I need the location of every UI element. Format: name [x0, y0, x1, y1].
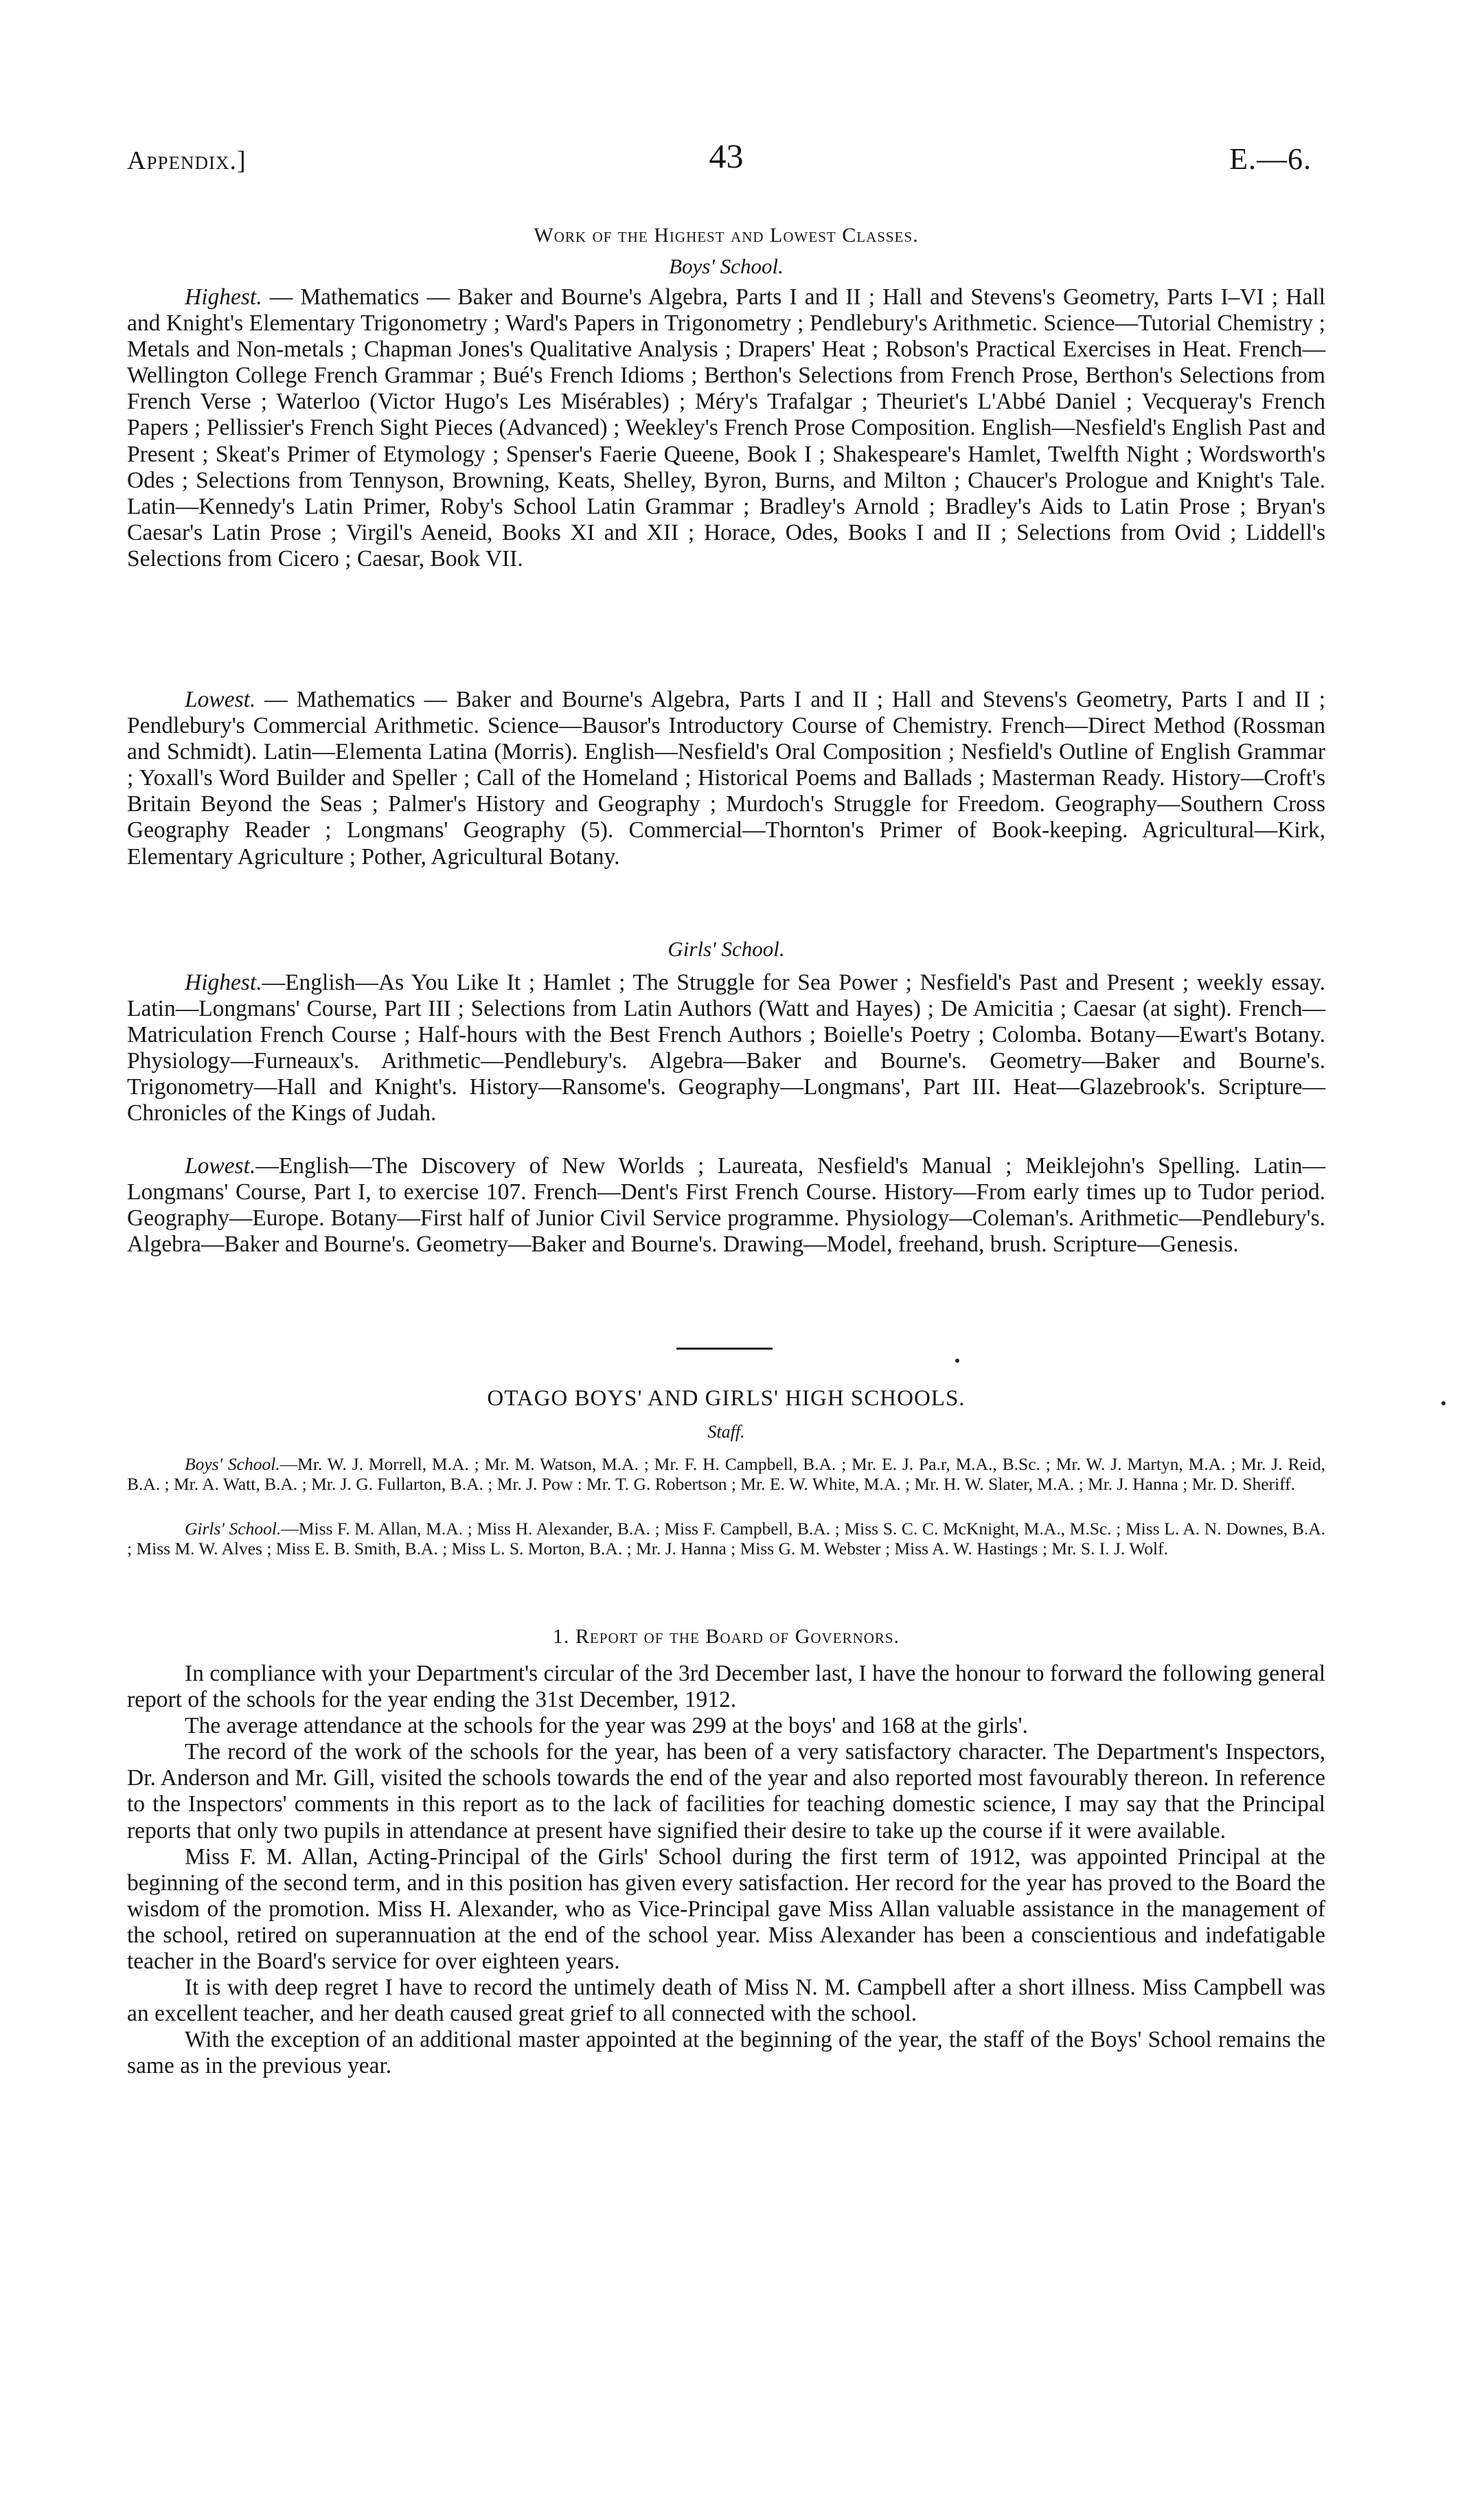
school-title — [127, 1386, 1325, 1411]
boys-school-subtitle — [127, 254, 1325, 279]
paragraph-body: —English—As You Like It ; Hamlet ; The Struggle for Sea Power ; Nesfield's Past and Present ; weekly essay. Latin—Longmans' Course, Part III ; Selections from Latin Authors (Watt and Hayes) ; De Amicitia ; Caesar (at sight). French—Matriculation French Course ; Half-hours with the Best French Authors ; Boielle's Poetry ; Colomba. Botany—Ewart's Botany. Physiology—Furneaux's. Arithmetic—Pendlebury's. Algebra—Baker and Bourne's. Geometry—Baker and Bourne's. Trigonometry—Hall and Knight's. History—Ransome's. Geography—Longmans', Part III. Heat—Glazebrook's. Scripture—Chronicles of the Kings of Judah. — [127, 970, 1325, 1126]
report-paragraph: The average attendance at the schools for the year was 299 at the boys' and 168 at the girls'. — [185, 1713, 1028, 1739]
report-paragraph: With the exception of an additional master appointed at the beginning of the year, the staff of the Boys' School remains the same as in the previous year. — [127, 2027, 1325, 2079]
paragraph-lead: Highest. — [185, 284, 262, 310]
document-code: E.—6. — [1229, 142, 1312, 176]
report-title — [127, 1625, 1325, 1648]
staff-heading: Staff. — [707, 1422, 745, 1442]
boys-highest-paragraph — [127, 284, 1325, 572]
report-body — [127, 1661, 1325, 2080]
girls-staff-paragraph — [127, 1519, 1325, 1558]
header-appendix-label: Appendix.] — [127, 146, 247, 175]
section-title-highest-lowest — [127, 224, 1325, 247]
paragraph — [127, 970, 1325, 1127]
paragraph-lead: Girls' School. — [185, 1519, 282, 1539]
paragraph-lead: Lowest. — [185, 1153, 256, 1179]
paragraph-body: — Mathematics — Baker and Bourne's Algebra, Parts I and II ; Hall and Stevens's Geometry, Parts I and II ; Pendlebury's Commercial Arithmetic. Science—Bausor's Introductory Course of Chemistry. French—Direct Method (Rossman and Schmidt). Latin—Elementa Latina (Morris). English—Nesfield's Oral Composition ; Nesfield's Outline of English Grammar ; Yoxall's Word Builder and Speller ; Call of the Homeland ; Historical Poems and Ballads ; Masterman Ready. History—Croft's Britain Beyond the Seas ; Palmer's History and Geography ; Murdoch's Struggle for Freedom. Geography—Southern Cross Geography Reader ; Longmans' Geography (5). Commercial—Thornton's Primer of Book-keeping. Agricultural—Kirk, Elementary Agriculture ; Pother, Agricultural Botany. — [127, 687, 1325, 870]
paragraph — [127, 284, 1325, 572]
paragraph-body: —Miss F. M. Allan, M.A. ; Miss H. Alexander, B.A. ; Miss F. Campbell, B.A. ; Miss S. C. C. McKnight, M.A., M.Sc. ; Miss L. A. N. Downes, B.A. ; Miss M. W. Alves ; Miss E. B. Smith, B.A. ; Miss L. S. Morton, B.A. ; Mr. J. Hanna ; Miss G. M. Webster ; Miss A. W. Hastings ; Mr. S. I. J. Wolf. — [127, 1519, 1325, 1558]
subsection-heading: Boys' School. — [669, 254, 784, 278]
paragraph — [127, 1519, 1325, 1558]
girls-highest-paragraph — [127, 970, 1325, 1127]
staff-label-block — [127, 1422, 1325, 1442]
print-speck — [1441, 1401, 1446, 1405]
paragraph — [127, 687, 1325, 870]
paragraph-body: —English—The Discovery of New Worlds ; Laureata, Nesfield's Manual ; Meiklejohn's Spelling. Latin—Longmans' Course, Part I, to exercise 107. French—Dent's First French Course. History—From early times up to Tudor period. Geography—Europe. Botany—First half of Junior Civil Service programme. Physiology—Coleman's. Arithmetic—Pendlebury's. Algebra—Baker and Bourne's. Geometry—Baker and Bourne's. Drawing—Model, freehand, brush. Scripture—Genesis. — [127, 1153, 1325, 1258]
report-heading-text: Report of the Board of Governors. — [575, 1625, 900, 1648]
school-heading: OTAGO BOYS' AND GIRLS' HIGH SCHOOLS. — [487, 1386, 966, 1411]
running-header — [127, 136, 1325, 184]
paragraph-body: —Mr. W. J. Morrell, M.A. ; Mr. M. Watson, M.A. ; Mr. F. H. Campbell, B.A. ; Mr. E. J. Pa.r, M.A., B.Sc. ; Mr. W. J. Martyn, M.A. ; Mr. J. Reid, B.A. ; Mr. A. Watt, B.A. ; Mr. J. G. Fullarton, B.A. ; Mr. J. Pow : Mr. T. G. Robertson ; Mr. E. W. White, M.A. ; Mr. H. W. Slater, M.A. ; Mr. J. Hanna ; Mr. D. Sheriff. — [127, 1454, 1325, 1494]
report-paragraph: Miss F. M. Allan, Acting-Principal of the Girls' School during the first term of 1912, was appointed Principal at the beginning of the second term, and in this position has given every satisfaction. Her record for the year has proved to the Board the wisdom of the promotion. Miss H. Alexander, who as Vice-Principal gave Miss Allan valuable assistance in the management of the school, retired on superannuation at the end of the school year. Miss Alexander has been a conscientious and indefatigable teacher in the Board's service for over eighteen years. — [127, 1844, 1325, 1975]
paragraph — [127, 1153, 1325, 1258]
paragraph-lead: Lowest. — [185, 687, 256, 712]
report-paragraph: The record of the work of the schools for the year, has been of a very satisfactory character. The Department's Inspectors, Dr. Anderson and Mr. Gill, visited the schools towards the end of the year and also reported most favourably thereon. In reference to the Inspectors' comments in this report as to the lack of facilities for teaching domestic science, I may say that the Principal reports that only two pupils in attendance at present have signified their desire to take up the course if it were available. — [127, 1739, 1325, 1844]
paragraph-body: — Mathematics — Baker and Bourne's Algebra, Parts I and II ; Hall and Stevens's Geometry, Parts I–VI ; Hall and Knight's Elementary Trigonometry ; Ward's Papers in Trigonometry ; Pendlebury's Arithmetic. Science—Tutorial Chemistry ; Metals and Non-metals ; Chapman Jones's Qualitative Analysis ; Drapers' Heat ; Robson's Practical Exercises in Heat. French—Wellington College French Grammar ; Bué's French Idioms ; Berthon's Selections from French Prose, Berthon's Selections from French Verse ; Waterloo (Victor Hugo's Les Misérables) ; Méry's Trafalgar ; Theuriet's L'Abbé Daniel ; Vecqueray's French Papers ; Pellissier's French Sight Pieces (Advanced) ; Weekley's French Prose Composition. English—Nesfield's English Past and Present ; Skeat's Primer of Etymology ; Spenser's Faerie Queene, Book I ; Shakespeare's Hamlet, Twelfth Night ; Wordsworth's Odes ; Selections from Tennyson, Browning, Keats, Shelley, Byron, Burns, and Milton ; Chaucer's Prologue and Knight's Tale. Latin—Kennedy's Latin Primer, Roby's School Latin Grammar ; Bradley's Arnold ; Bradley's Aids to Latin Prose ; Bryan's Caesar's Latin Prose ; Virgil's Aeneid, Books XI and XII ; Horace, Odes, Books I and II ; Selections from Ovid ; Liddell's Selections from Cicero ; Caesar, Book VII. — [127, 284, 1325, 571]
boys-staff-paragraph — [127, 1455, 1325, 1494]
girls-school-subtitle — [127, 937, 1325, 962]
section-heading: Work of the Highest and Lowest Classes. — [534, 224, 919, 247]
page-number: 43 — [709, 137, 744, 175]
paragraph — [127, 1455, 1325, 1494]
subsection-heading: Girls' School. — [667, 937, 785, 961]
report-heading — [127, 1625, 1325, 1648]
boys-lowest-paragraph — [127, 687, 1325, 870]
section-divider — [676, 1348, 773, 1350]
girls-lowest-paragraph — [127, 1153, 1325, 1258]
report-paragraph: In compliance with your Department's circular of the 3rd December last, I have the honour to forward the following general report of the schools for the year ending the 31st December, 1912. — [127, 1661, 1325, 1713]
paragraph-lead: Highest. — [185, 970, 262, 995]
report-heading-number: 1. — [552, 1625, 575, 1648]
report-paragraph: It is with deep regret I have to record the untimely death of Miss N. M. Campbell after a short illness. Miss Campbell was an excellent teacher, and her death caused great grief to all connected with the school. — [127, 1975, 1325, 2027]
paragraph-lead: Boys' School. — [185, 1454, 280, 1474]
document-page — [127, 0, 1325, 2507]
print-speck — [955, 1359, 959, 1363]
